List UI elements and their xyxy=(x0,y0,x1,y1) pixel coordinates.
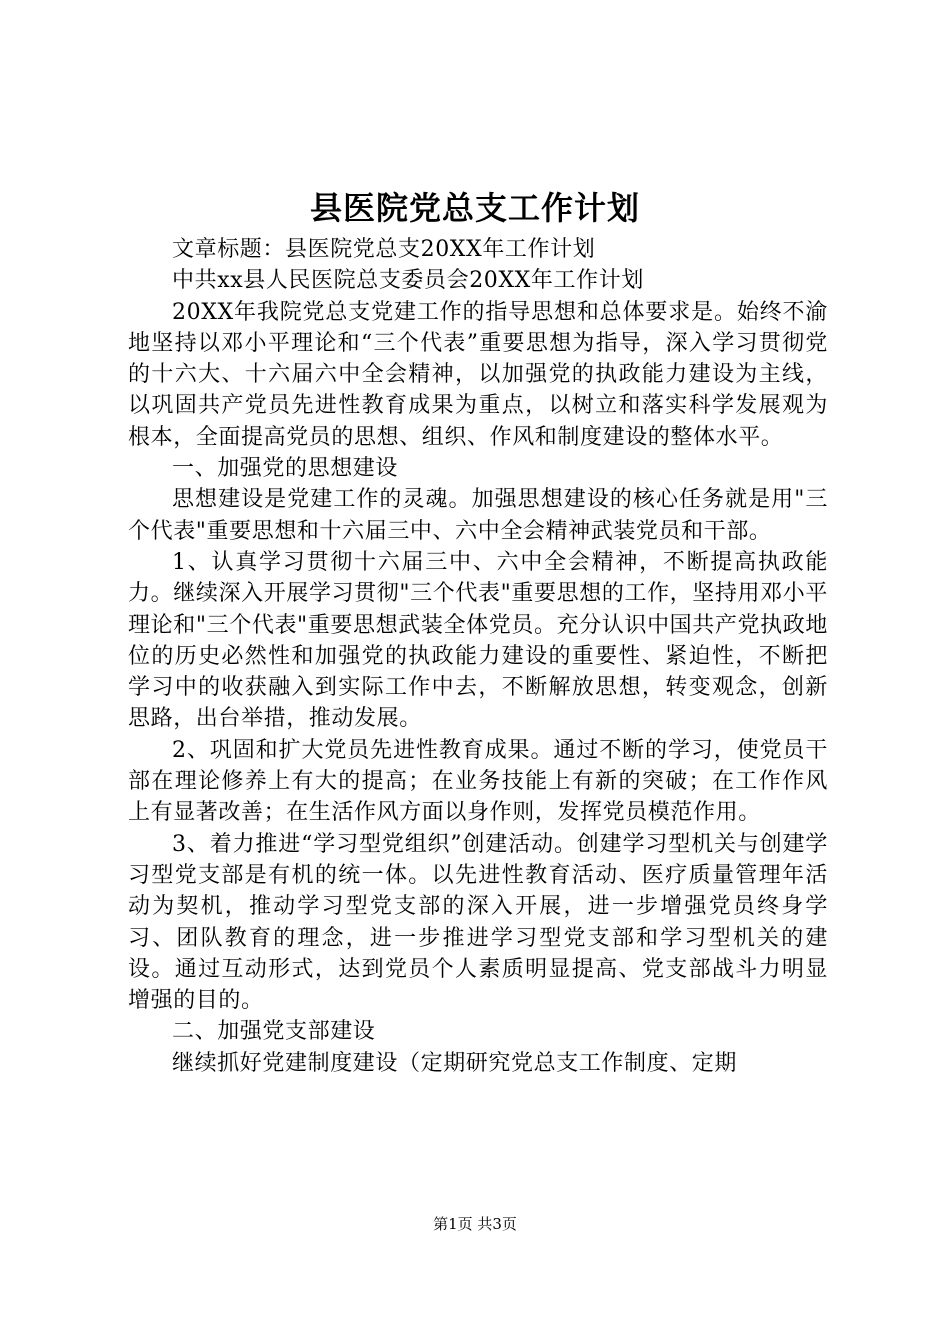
paragraph-ideological-intro: 思想建设是党建工作的灵魂。加强思想建设的核心任务就是用"三个代表"重要思想和十六届三中、六中全会精神武装党员和干部。 xyxy=(128,487,828,544)
document-title: 县医院党总支工作计划 xyxy=(309,189,640,227)
document-body xyxy=(128,234,828,1079)
page-footer: 第1页 共3页 xyxy=(433,1215,517,1233)
paragraph-item-3: 3、着力推进“学习型党组织”创建活动。创建学习型机关与创建学习型党支部是有机的统一体。以先进性教育活动、医疗质量管理年活动为契机，推动学习型党支部的深入开展，进一步增强党员终身学习、团队教育的理念，进一步推进学习型党支部和学习型机关的建设。通过互动形式，达到党员个人素质明显提高、党支部战斗力明显增强的目的。 xyxy=(128,831,828,1014)
section-heading-branch: 二、加强党支部建设 xyxy=(172,1019,376,1045)
paragraph-item-1: 1、认真学习贯彻十六届三中、六中全会精神，不断提高执政能力。继续深入开展学习贯彻"三个代表"重要思想的工作，坚持用邓小平理论和"三个代表"重要思想武装全体党员。充分认识中国共产党执政地位的历史必然性和加强党的执政能力建设的重要性、紧迫性，不断把学习中的收获融入到实际工作中去，不断解放思想，转变观念，创新思路，出台举措，推动发展。 xyxy=(128,549,828,732)
paragraph-item-2: 2、巩固和扩大党员先进性教育成果。通过不断的学习，使党员干部在理论修养上有大的提高；在业务技能上有新的突破；在工作作风上有显著改善；在生活作风方面以身作则，发挥党员模范作用。 xyxy=(128,737,828,826)
section-heading-ideological: 一、加强党的思想建设 xyxy=(172,456,399,482)
paragraph-guiding-ideology: 20XX年我院党总支党建工作的指导思想和总体要求是。始终不渝地坚持以邓小平理论和“三个代表”重要思想为指导，深入学习贯彻党的十六大、十六届六中全会精神，以加强党的执政能力建设为主线，以巩固共产党员先进性教育成果为重点，以树立和落实科学发展观为根本，全面提高党员的思想、组织、作风和制度建设的整体水平。 xyxy=(128,299,828,450)
paragraph-branch-intro: 继续抓好党建制度建设（定期研究党总支工作制度、定期 xyxy=(172,1050,738,1076)
paragraph-committee-plan: 中共xx县人民医院总支委员会20XX年工作计划 xyxy=(172,268,644,294)
paragraph-article-title: 文章标题：县医院党总支20XX年工作计划 xyxy=(172,237,596,262)
